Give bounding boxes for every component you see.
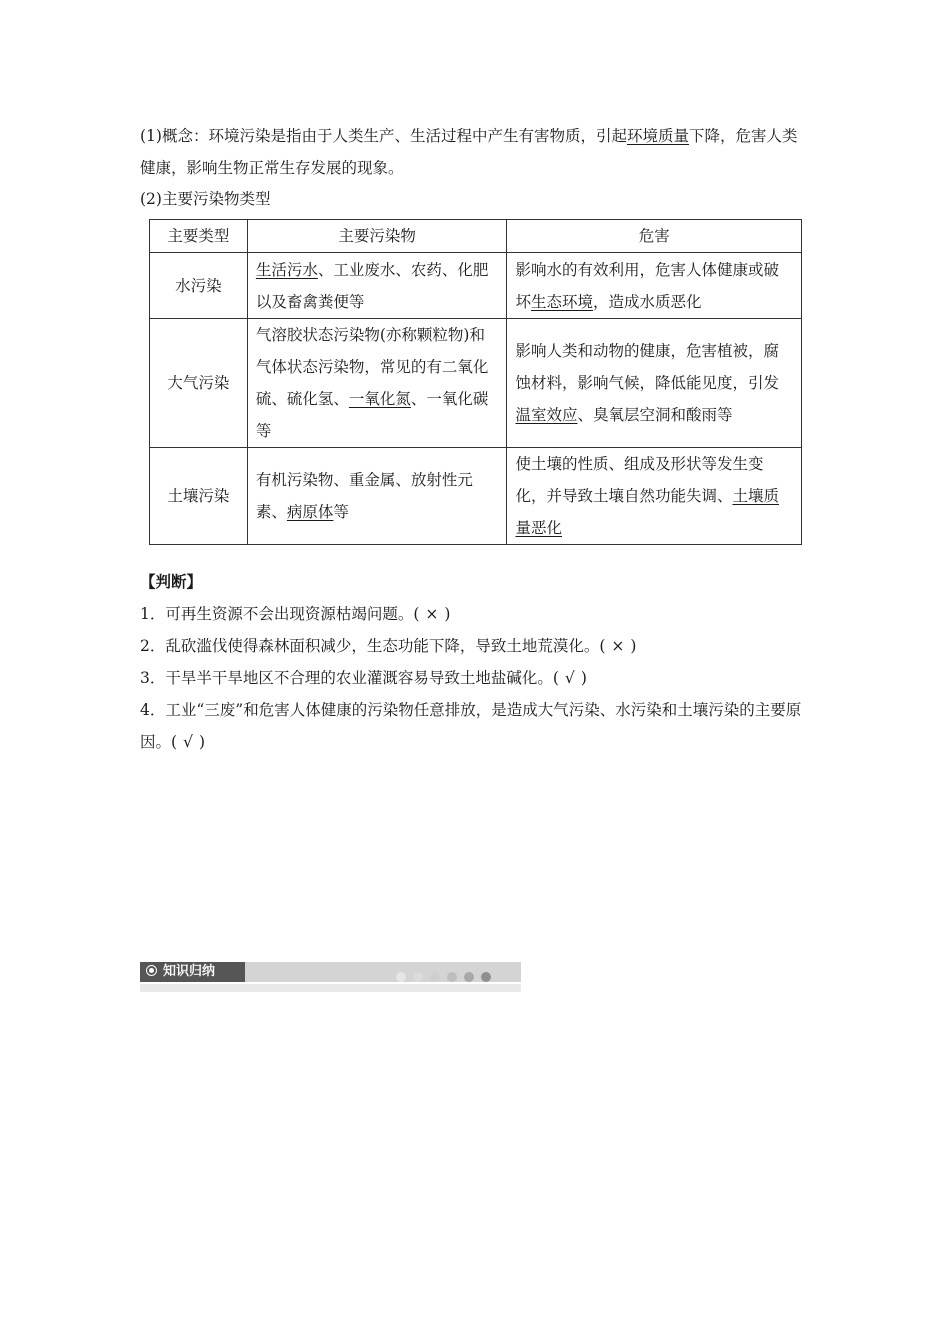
dot-icon — [464, 972, 474, 982]
judge-title: 【判断】 — [140, 572, 203, 591]
judge-close: ) — [444, 605, 451, 623]
judge-section — [140, 566, 812, 758]
cell-text: 影响人类和动物的健康，危害植被，腐蚀材料，影响气候，降低能见度，引发 — [515, 342, 779, 392]
underlined-term: 生活污水 — [255, 260, 318, 279]
cell-pollutant — [247, 448, 507, 545]
concept-paragraph — [140, 120, 812, 184]
concept-text-end: 下降，危害人类健康，影响生物正常生存发展的现象。 — [140, 127, 798, 177]
cell-pollutant — [247, 319, 507, 448]
knowledge-summary-banner — [140, 962, 521, 992]
banner-label — [140, 962, 245, 982]
table-row — [150, 448, 802, 545]
banner-underline — [140, 984, 521, 992]
check-mark: √ — [564, 669, 575, 687]
cell-text: ，造成水质恶化 — [593, 292, 702, 311]
dot-icon — [413, 972, 423, 982]
underlined-term: 生态环境 — [530, 292, 593, 311]
judge-close: ) — [580, 669, 587, 687]
cell-pollutant — [247, 253, 507, 319]
cell-text: 气溶胶状态污染物(亦称颗粒物)和气体状态污染物，常见的有二氧化硫、硫化氢、 — [255, 326, 489, 408]
judge-text: 1．可再生资源不会出现资源枯竭问题。( — [140, 605, 420, 623]
header-type: 主要类型 — [150, 220, 248, 253]
underlined-term: 病原体 — [286, 503, 334, 521]
judge-item — [140, 694, 812, 758]
cell-harm — [507, 448, 802, 545]
table-row — [150, 319, 802, 448]
header-harm: 危害 — [507, 220, 802, 253]
cell-text: 、臭氧层空洞和酸雨等 — [577, 406, 733, 424]
dot-icon — [430, 972, 440, 982]
judge-item — [140, 662, 812, 694]
check-mark: √ — [183, 733, 193, 751]
cell-text: 、工业废水、农药、化肥以及畜禽粪便等 — [255, 260, 489, 311]
judge-text: 3．干旱半干旱地区不合理的农业灌溉容易导致土地盐碱化。( — [140, 669, 559, 687]
judge-text: 4．工业“三废”和危害人体健康的污染物任意排放，是造成大气污染、水污染和土壤污染的主要原因。( — [140, 701, 802, 751]
judge-item — [140, 630, 812, 662]
target-icon — [146, 965, 157, 976]
dot-icon — [396, 972, 406, 982]
concept-underline: 环境质量 — [626, 127, 689, 145]
table-row — [150, 253, 802, 319]
cell-harm — [507, 319, 802, 448]
judge-close: ) — [198, 733, 206, 751]
cell-type: 土壤污染 — [150, 448, 248, 545]
cell-text: 使土壤的性质、组成及形状等发生变化，并导致土壤自然功能失调、 — [515, 455, 764, 505]
concept-text: (1)概念：环境污染是指由于人类生产、生活过程中产生有害物质，引起 — [140, 127, 627, 145]
cell-text: 有机污染物、重金属、放射性元素、 — [255, 471, 473, 521]
dot-icon — [447, 972, 457, 982]
judge-item — [140, 598, 812, 630]
underlined-term: 一氧化氮 — [348, 390, 411, 408]
underlined-term: 土壤质量恶化 — [515, 487, 779, 537]
banner-dots — [396, 967, 498, 977]
underlined-term: 温室效应 — [515, 406, 578, 424]
cell-text: 、一氧化碳等 — [255, 390, 489, 440]
section-2-title: (2)主要污染物类型 — [140, 190, 271, 208]
cell-type: 大气污染 — [150, 319, 248, 448]
judge-close: ) — [630, 637, 637, 655]
cell-text: 影响水的有效利用，危害人体健康或破坏 — [515, 260, 779, 311]
cell-text: 等 — [333, 503, 349, 521]
cell-type: 水污染 — [150, 253, 248, 319]
header-pollutant: 主要污染物 — [247, 220, 507, 253]
banner-label-text: 知识归纳 — [163, 964, 216, 979]
dot-icon — [481, 972, 491, 982]
cell-harm — [507, 253, 802, 319]
cross-mark: × — [425, 605, 439, 623]
table-header-row — [150, 220, 802, 253]
cross-mark: × — [611, 637, 625, 655]
pollutant-table — [149, 219, 802, 545]
judge-text: 2．乱砍滥伐使得森林面积减少，生态功能下降，导致土地荒漠化。( — [140, 637, 606, 655]
